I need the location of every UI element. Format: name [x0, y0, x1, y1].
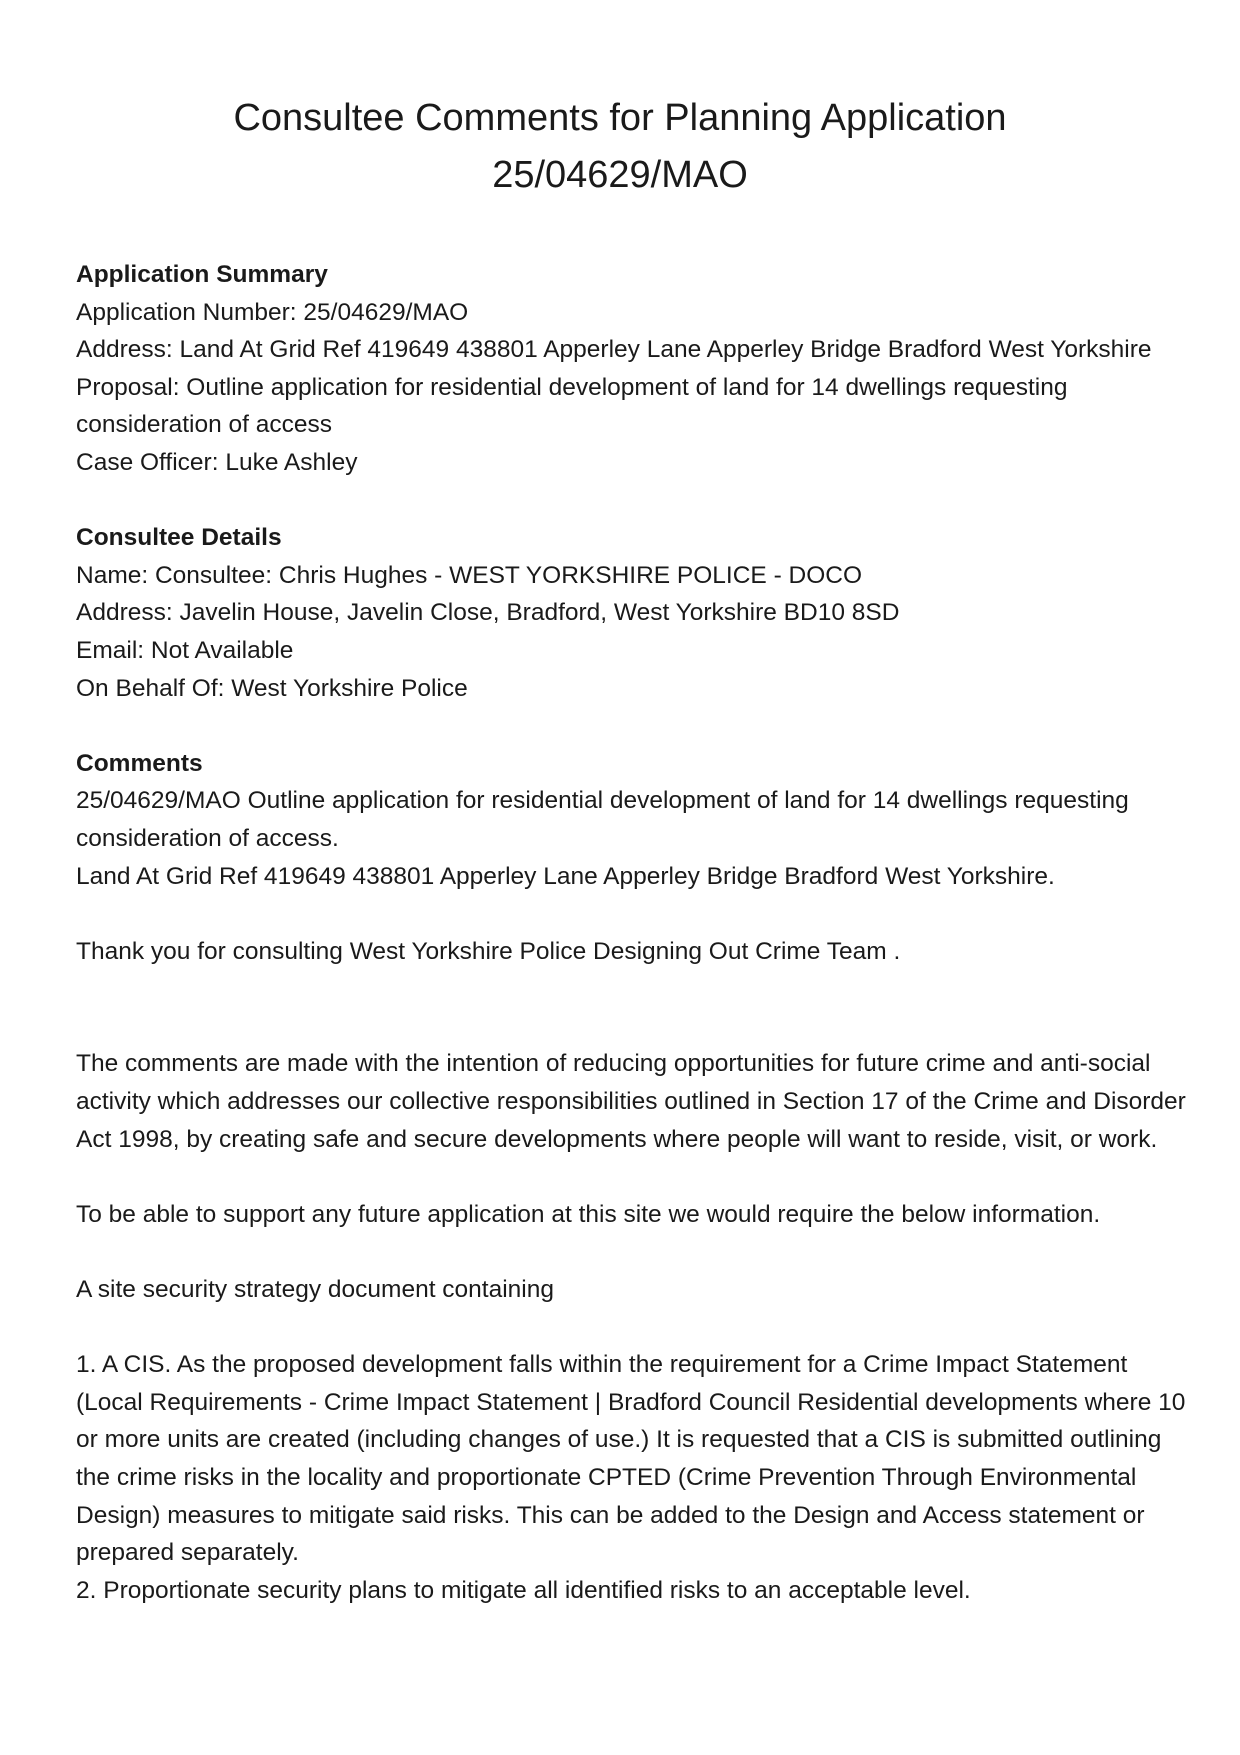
page-title: [0, 90, 1240, 204]
comments-paragraph-3: The comments are made with the intention of reducing opportunities for future crime and anti-social activity which addresses our collective responsibilities outlined in Section 17 of the Crime and Disorder Act 1998, by creating safe and secure developments where people will want to reside, visit, or work.: [76, 1050, 1186, 1153]
application-number: Application Number: 25/04629/MAO: [76, 298, 469, 326]
consultee-on-behalf-of: On Behalf Of: West Yorkshire Police: [76, 674, 468, 702]
title-line-1: Consultee Comments for Planning Application: [233, 97, 1007, 139]
spacer: [76, 1309, 1186, 1347]
consultee-details-heading: Consultee Details: [76, 524, 282, 552]
comments-heading: Comments: [76, 749, 203, 777]
comments-list-item-2: 2. Proportionate security plans to mitigate all identified risks to an acceptable level.: [76, 1576, 971, 1604]
application-summary-section: [76, 256, 1186, 482]
comments-list-item-1: 1. A CIS. As the proposed development falls within the requirement for a Crime Impact Statement (Local Requirements - Crime Impact Statement | Bradford Council Residential developments where 10 or more units are created (including changes of use.) It is requested that a CIS is submitted outlining the crime risks in the locality and proportionate CPTED (Crime Prevention Through Environmental Design) measures to mitigate said risks. This can be added to the Design and Access statement or prepared separately.: [76, 1351, 1186, 1567]
comments-paragraph-1: 25/04629/MAO Outline application for residential development of land for 14 dwellings requesting consideration of access.: [76, 787, 1129, 852]
comments-paragraph-1b: Land At Grid Ref 419649 438801 Apperley Lane Apperley Bridge Bradford West Yorkshire.: [76, 862, 1055, 890]
spacer: [76, 895, 1186, 933]
application-summary-heading: Application Summary: [76, 261, 328, 288]
consultee-email: Email: Not Available: [76, 636, 294, 664]
spacer: [76, 1158, 1186, 1196]
consultee-details-section: [76, 519, 1186, 707]
comments-paragraph-2: Thank you for consulting West Yorkshire Police Designing Out Crime Team .: [76, 937, 901, 965]
spacer: [76, 482, 1186, 520]
title-line-2: 25/04629/MAO: [492, 154, 748, 196]
comments-paragraph-5: A site security strategy document containing: [76, 1276, 555, 1304]
application-proposal: Proposal: Outline application for residential development of land for 14 dwellings requesting consideration of access: [76, 373, 1068, 439]
spacer: [76, 970, 1186, 1045]
document-body: [76, 256, 1186, 1609]
spacer: [76, 707, 1186, 745]
comments-section: [76, 745, 1186, 1610]
consultee-address: Address: Javelin House, Javelin Close, Bradford, West Yorkshire BD10 8SD: [76, 599, 900, 627]
application-address: Address: Land At Grid Ref 419649 438801 Apperley Lane Apperley Bridge Bradford West Yorkshire: [76, 336, 1152, 364]
comments-paragraph-4: To be able to support any future application at this site we would require the below information.: [76, 1200, 1101, 1228]
spacer: [76, 1233, 1186, 1271]
consultee-name: Name: Consultee: Chris Hughes - WEST YORKSHIRE POLICE - DOCO: [76, 561, 863, 589]
case-officer: Case Officer: Luke Ashley: [76, 448, 358, 476]
